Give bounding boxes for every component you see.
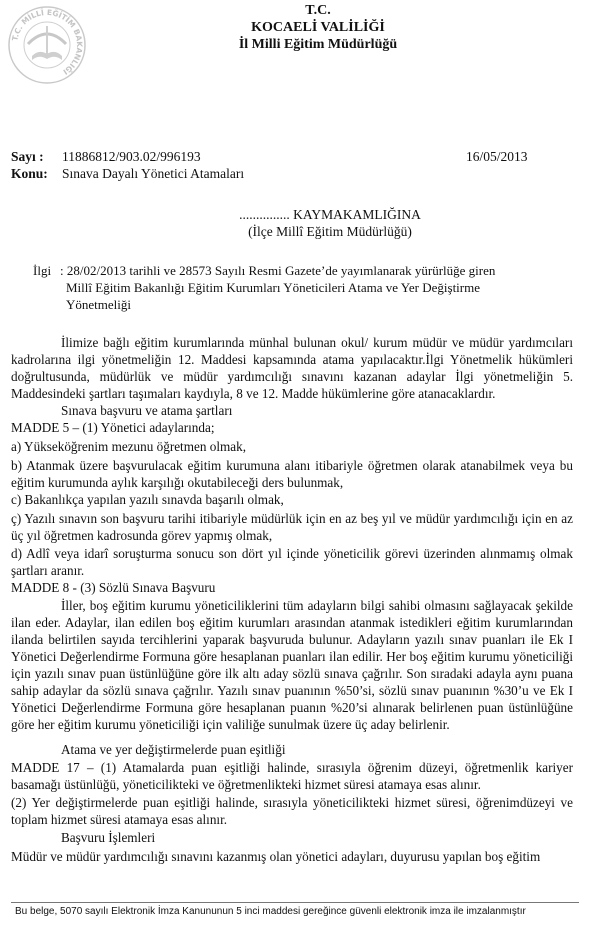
konu-value: Sınava Dayalı Yönetici Atamaları bbox=[62, 166, 245, 181]
madde-8-paragraph: İller, boş eğitim kurumu yöneticiliklerini tüm adayların bilgi sahibi olmasını sağlayacak şekilde ilan eder. Adaylar, ilan edilen boş eğitim kurumları arasından atanmak istedikleri eğitim kurumlarından ilanda belirtilen sayıda tercihlerini yaparak başvuruda bulunur. Adayların yazılı sınav puanları ile Ek I Yönetici Değerlendirme Formuna göre hesaplanan puanları ilan edilir. Her boş eğitim kurumu yöneticiliği için yazılı sınav puan üstünlüğüne göre ilk altı aday sözlü sınava çağrılır. Son sıradaki adayla aynı puana sahip adaylar da sözlü sınava çağrılır. Yazılı sınav puanının %50’si, sözlü sınav puanının %30’u ve Ek I Yönetici Değerlendirme Formuna göre hesaplanan puanın %20’si alınarak belirlenen puan üstünlüğüne göre her eğitim kurumu yöneticiliği için valiliğe sunulmak üzere üç aday belirlenir. bbox=[11, 598, 573, 732]
item-d: d) Adlî veya idarî soruşturma sonucu son dört yıl içinde yöneticilik görevi üzerinden alınmamış olmak şartları aranır. bbox=[11, 546, 573, 578]
ilgi-label: İlgi bbox=[33, 263, 52, 278]
madde-17: MADDE 17 – (1) Atamalarda puan eşitliği halinde, sırasıyla öğrenim düzeyi, öğretmenlik kariyer basamağı üstünlüğü, yöneticilikteki ve öğretmenlikteki hizmet süresi atamaya esas alınır. bbox=[11, 760, 573, 792]
ilgi-line-2: Millî Eğitim Bakanlığı Eğitim Kurumları Yöneticileri Atama ve Yer Değiştirme bbox=[66, 280, 481, 295]
e-signature-note: Bu belge, 5070 sayılı Elektronik İmza Kanununun 5 inci maddesi gereğince güvenli elektronik imza ile imzalanmıştır bbox=[15, 906, 526, 917]
madde-8: MADDE 8 - (3) Sözlü Sınava Başvuru bbox=[11, 580, 216, 595]
madde-17-2: (2) Yer değiştirmelerde puan eşitliği halinde, sırasıyla yöneticilikteki hizmet süresi, öğrenimdüzeyi ve toplam hizmet süresi atamaya esas alınır. bbox=[11, 795, 573, 827]
ilgi-line-1: : 28/02/2013 tarihli ve 28573 Sayılı Resmi Gazete’de yayımlanarak yürürlüğe giren bbox=[60, 263, 496, 278]
madde-5: MADDE 5 – (1) Yönetici adaylarında; bbox=[11, 420, 215, 435]
item-b: b) Atanmak üzere başvurulacak eğitim kurumuna alanı itibariyle öğretmen olarak atanabilmek veya bu eğitim kurumunda aylık karşılığı okutabileceği ders bulunmak, bbox=[11, 458, 573, 490]
header-valilik: KOCAELİ VALİLİĞİ bbox=[251, 20, 385, 35]
footer-divider bbox=[11, 902, 579, 903]
header-directorate: İl Milli Eğitim Müdürlüğü bbox=[238, 37, 398, 52]
item-a: a) Yükseköğrenim mezunu öğretmen olmak, bbox=[11, 439, 246, 454]
addressee-sub: (İlçe Millî Eğitim Müdürlüğü) bbox=[248, 224, 412, 239]
sayi-value: 11886812/903.02/996193 bbox=[62, 149, 201, 164]
ilgi-line-3: Yönetmeliği bbox=[66, 297, 131, 312]
konu-label: Konu: bbox=[11, 166, 48, 181]
document-date: 16/05/2013 bbox=[466, 149, 528, 164]
heading-basvuru-islemleri: Başvuru İşlemleri bbox=[61, 830, 156, 845]
logo-ring-text: T.C. MİLLÎ EĞİTİM BAKANLIĞI bbox=[10, 7, 85, 77]
header-tc: T.C. bbox=[305, 3, 331, 18]
heading-puan-esitligi: Atama ve yer değiştirmelerde puan eşitliği bbox=[61, 742, 286, 757]
sayi-label: Sayı : bbox=[11, 149, 44, 164]
letterhead bbox=[0, 2, 600, 53]
intro-paragraph: İlimize bağlı eğitim kurumlarında münhal bulunan okul/ kurum müdür ve müdür yardımcıları kadrolarına ilgi yönetmeliğin 12. Maddesi kapsamında atama yapılacaktır.İlgi Yönetmelik hükümleri doğrultusunda, müdürlük ve müdür yardımcılığı sınavını kazanan adaylar İlgi yönetmeliğin 5. Maddesindeki şartları taşımaları kaydıyla, 8 ve 12. Madde hükümlerine göre atanacaklardır. bbox=[11, 335, 573, 401]
heading-basvuru-sartlari: Sınava başvuru ve atama şartları bbox=[61, 403, 233, 418]
last-line: Müdür ve müdür yardımcılığı sınavını kazanmış olan yönetici adayları, duyurusu yapılan boş eğitim bbox=[11, 849, 541, 864]
item-cc: ç) Yazılı sınavın son başvuru tarihi itibariyle müdürlük için en az beş yıl ve müdür yardımcılığı için en az üç yıl öğretmen kadrosunda görev yapmış olmak, bbox=[11, 511, 573, 543]
item-c: c) Bakanlıkça yapılan yazılı sınavda başarılı olmak, bbox=[11, 492, 284, 507]
addressee: ............... KAYMAKAMLIĞINA bbox=[239, 207, 421, 222]
